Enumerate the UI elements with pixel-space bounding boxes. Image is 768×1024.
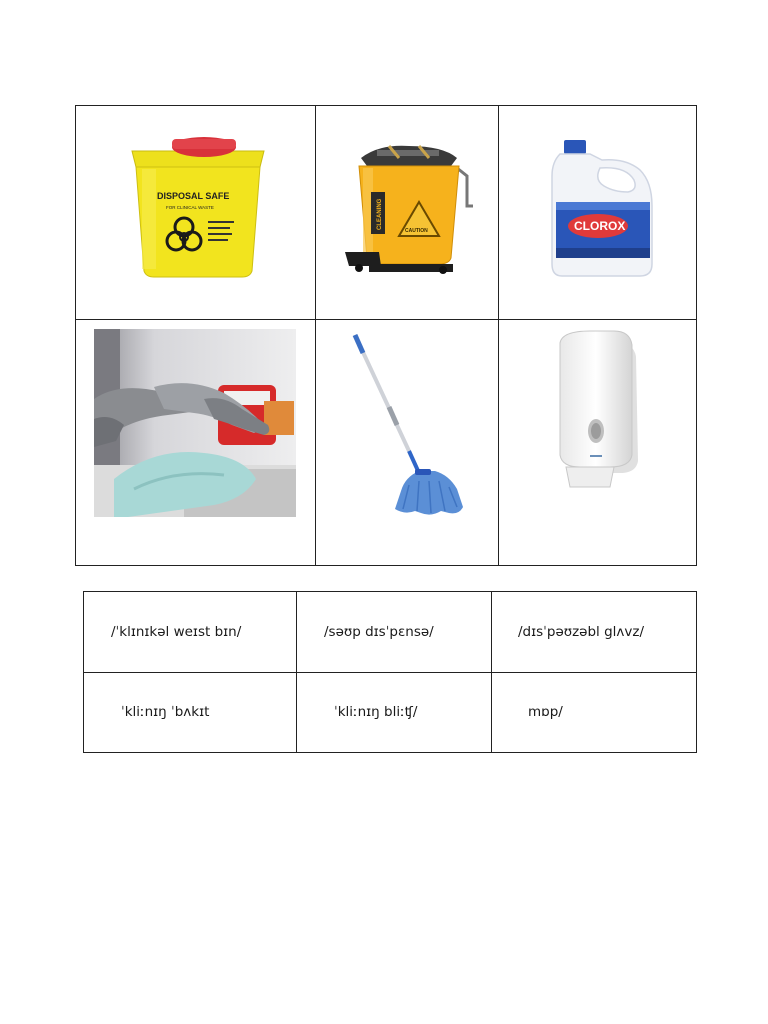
- bleach-brand-label: CLOROX: [574, 219, 626, 233]
- mop-icon: [345, 331, 475, 521]
- phonetic-word-cleaning-bleach: ˈkliːnɪŋ bliːʧ/: [334, 704, 418, 720]
- bin-label-title: DISPOSAL SAFE: [157, 191, 230, 201]
- phonetic-word-mop: mɒp/: [528, 704, 563, 720]
- grid-divider: [84, 672, 696, 673]
- bin-label-subtitle: FOR CLINICAL WASTE: [166, 205, 214, 210]
- soap-dispenser-icon: [550, 327, 650, 497]
- bucket-brand-label: CLEANING: [377, 198, 383, 230]
- phonetic-word-soap-dispenser: /səʊp dɪsˈpɛnsə/: [324, 624, 434, 640]
- bucket-caution-label: CAUTION: [405, 228, 428, 234]
- phonetic-word-disposable-gloves: /dɪsˈpəʊzəbl glʌvz/: [518, 624, 645, 640]
- cell-cleaning-bleach: [498, 106, 698, 319]
- cell-disposable-gloves: [76, 319, 315, 567]
- cell-cleaning-bucket: [315, 106, 498, 319]
- phonetic-word-cleaning-bucket: ˈkliːnɪŋ ˈbʌkɪt: [121, 704, 210, 720]
- bleach-bottle-icon: [542, 136, 662, 286]
- sharps-bin-icon: [124, 131, 274, 281]
- phonetic-grid: [83, 591, 697, 753]
- mop-bucket-icon: [339, 140, 479, 280]
- cell-soap-dispenser: [498, 319, 698, 567]
- image-grid: [75, 105, 697, 566]
- phonetic-word-clinical-waste-bin: /ˈklɪnɪkəl weɪst bɪn/: [111, 624, 242, 640]
- cell-mop: [315, 319, 498, 567]
- gloves-photo-icon: [94, 329, 296, 517]
- cell-clinical-waste-bin: [76, 106, 315, 319]
